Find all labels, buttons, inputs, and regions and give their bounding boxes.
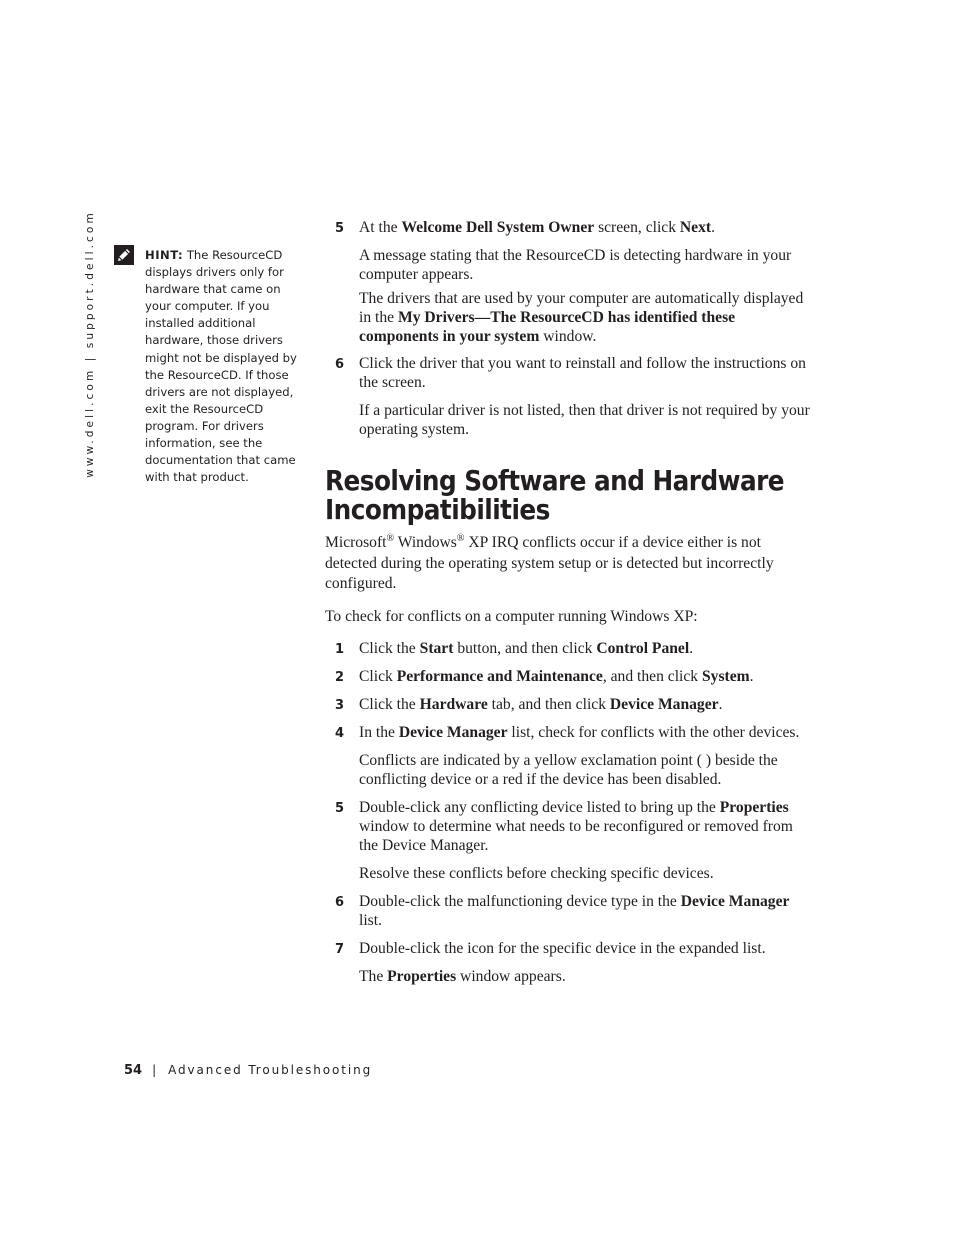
section-heading: Resolving Software and Hardware Incompatibilities [325,465,785,526]
page-number: 54 [124,1063,143,1078]
page-footer [124,1063,372,1078]
sidebar-url-text: www.dell.com | support.dell.com [84,209,96,478]
hint-text: The ResourceCD displays drivers only for hardware that came on your computer. If you installed additional hardware, those drivers might not be displayed by the ResourceCD. If those drivers are not displayed, exit the ResourceCD program. For drivers information, see the documentation that came with that product. [145,248,297,485]
step-number: 2 [335,670,345,685]
step-item: 4 In the Device Manager list, check for conflicts with the other devices. [335,724,800,741]
step-item: 2 Click Performance and Maintenance, and then click System. [335,668,754,685]
welcome-screen-name: Welcome Dell System Owner [401,219,595,236]
step-item: 6 Double-click the malfunctioning device type in the Device Manager list. [335,893,790,929]
step-number: 1 [335,642,345,657]
resolve-note: Resolve these conflicts before checking specific devices. [359,865,714,882]
hint-box [145,247,300,486]
check-paragraph: To check for conflicts on a computer running Windows XP: [325,607,698,625]
sidebar-url [82,209,98,478]
step-number: 6 [335,357,345,372]
step-item: 3 Click the Hardware tab, and then click Device Manager. [335,696,723,713]
not-listed-paragraph: If a particular driver is not listed, then that driver is not required by your operating system. [359,402,810,438]
step-number: 5 [335,801,345,816]
section-name: Advanced Troubleshooting [168,1063,373,1077]
detecting-paragraph: A message stating that the ResourceCD is detecting hardware in your computer appears. [359,247,792,283]
my-drivers-window-name: My Drivers—The ResourceCD has identified these components in your system [359,309,736,345]
main-content [325,218,815,991]
intro-paragraph: Microsoft® Windows® XP IRQ conflicts occur if a device either is not detected during the operating system setup or is detected but incorrectly configured. [325,532,774,592]
step-number: 6 [335,895,345,910]
drivers-paragraph: The drivers that are used by your computer are automatically displayed in the My Drivers—The ResourceCD has identified these components in your system window. [359,290,804,345]
step-number: 7 [335,942,345,957]
step-item: 5 Double-click any conflicting device listed to bring up the Properties window to determine what needs to be reconfigured or removed from the Device Manager. [335,799,793,854]
properties-note: The Properties window appears. [359,968,566,985]
step-number: 4 [335,726,345,741]
step-number: 3 [335,698,345,713]
pencil-note-icon [114,245,134,265]
hint-label: HINT: [145,248,184,262]
footer-separator: | [152,1063,157,1077]
step-number: 5 [335,221,345,236]
step-item: 1 Click the Start button, and then click Control Panel. [335,640,694,657]
next-label: Next [679,219,712,236]
step-item: 5 At the Welcome Dell System Owner screen, click Next. [335,219,715,236]
conflicts-note: Conflicts are indicated by a yellow exclamation point ( ) beside the conflicting device or a red if the device has been disabled. [359,752,778,788]
step-item: 6 Click the driver that you want to reinstall and follow the instructions on the screen. [335,355,806,391]
step-item: 7 Double-click the icon for the specific device in the expanded list. [335,940,766,957]
